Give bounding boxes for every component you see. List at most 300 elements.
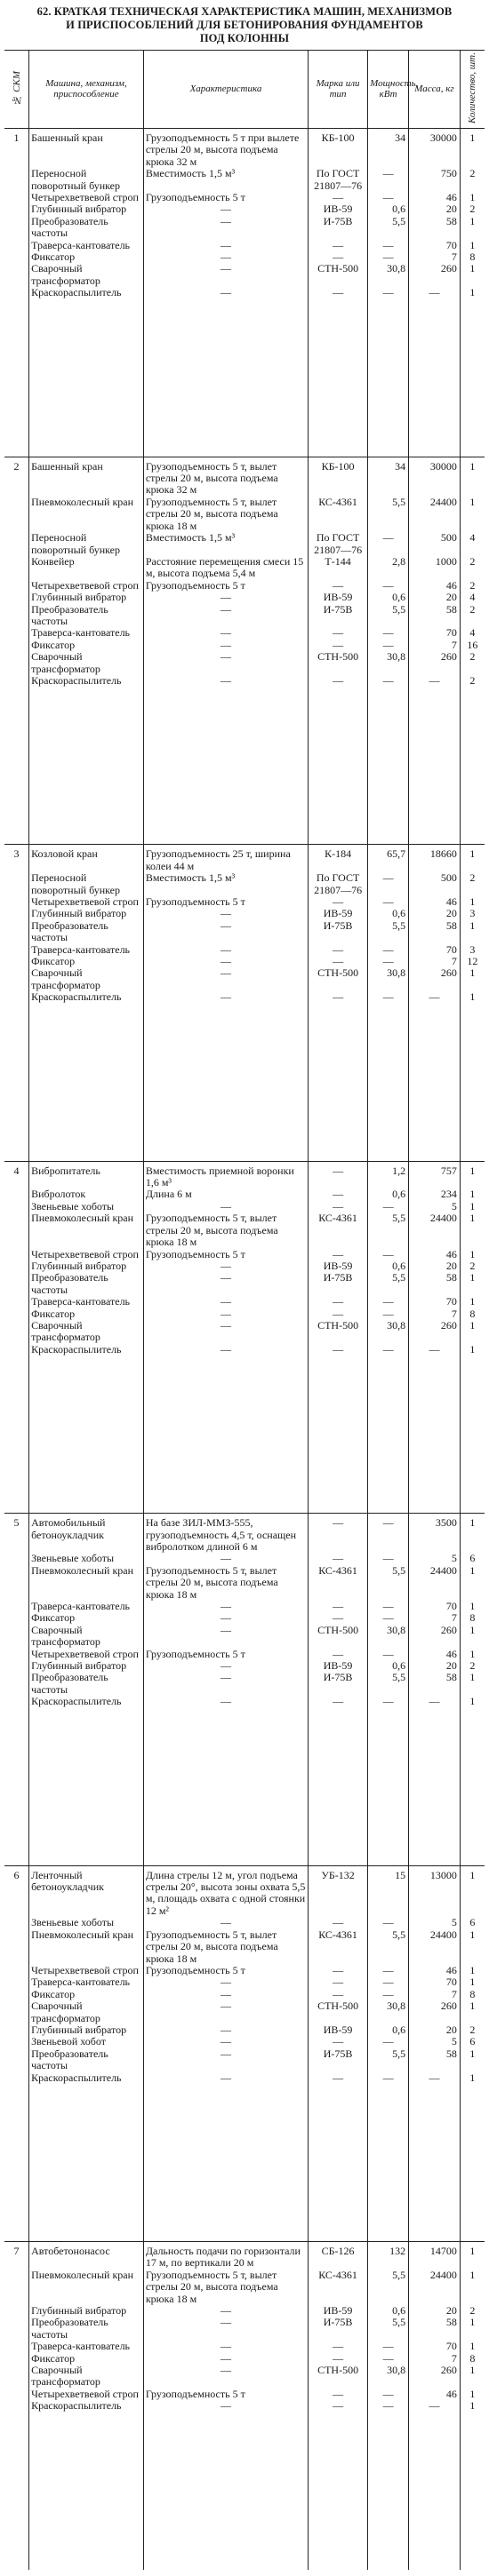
brand-cell: И-75В [309,920,368,944]
power-cell: 30,8 [368,1625,409,1649]
mass-cell: 500 [409,532,461,556]
mass-cell: — [409,991,461,1003]
scheme-number-cell [4,1260,29,1272]
brand-cell: ИВ-59 [309,2024,368,2036]
mass-cell: 7 [409,1612,461,1624]
scheme-number-cell [4,1308,29,1320]
characteristic-cell: Длина стрелы 12 м, угол подъема стрелы 20°, высота зоны охвата 5,5 м, площадь охвата с одной стоянки 12 м² [143,1865,308,1917]
power-cell: 30,8 [368,2000,409,2024]
mass-cell: 20 [409,2305,461,2317]
mass-cell: 24400 [409,1565,461,1601]
spacer-cell [368,1004,409,1162]
spacer-cell [460,1356,485,1514]
count-cell: 4 [460,627,485,639]
brand-cell: — [309,2389,368,2400]
machine-cell: Пневмоколесный кран [29,497,144,532]
count-cell: 8 [460,1612,485,1624]
table-row [4,896,485,908]
count-cell: 1 [460,2365,485,2389]
power-cell: 5,5 [368,216,409,240]
brand-cell: И-75В [309,2048,368,2072]
power-cell: — [368,2341,409,2352]
scheme-number-cell [4,592,29,603]
equipment-table [4,50,485,2570]
brand-cell: — [309,944,368,956]
scheme-number-cell [4,1320,29,1344]
characteristic-cell: — [143,991,308,1003]
count-cell: 1 [460,991,485,1003]
scheme-number-cell: 7 [4,2241,29,2269]
machine-cell: Фиксатор [29,1308,144,1320]
mass-cell: 14700 [409,2241,461,2269]
title-line: 62. КРАТКАЯ ТЕХНИЧЕСКАЯ ХАРАКТЕРИСТИКА МАШИН, МЕХАНИЗМОВ [36,5,453,18]
power-cell: 0,6 [368,1260,409,1272]
machine-cell: Четырехветвевой строп [29,2389,144,2400]
machine-cell: Краскораспылитель [29,2072,144,2084]
brand-cell: — [309,1976,368,1988]
mass-cell: — [409,2072,461,2084]
power-cell: — [368,640,409,651]
characteristic-cell: — [143,2000,308,2024]
power-cell: 34 [368,457,409,497]
machine-cell: Пневмоколесный кран [29,2270,144,2305]
brand-cell: — [309,1696,368,1707]
scheme-number-cell [4,532,29,556]
machine-cell: Траверса-кантователь [29,240,144,251]
machine-cell: Преобразователь частоты [29,216,144,240]
scheme-number-cell [4,944,29,956]
characteristic-cell: — [143,908,308,919]
count-cell: 1 [460,1865,485,1917]
machine-cell: Краскораспылитель [29,675,144,687]
power-cell: — [368,872,409,896]
table-row [4,128,485,168]
machine-cell: Краскораспылитель [29,287,144,298]
mass-cell: 46 [409,580,461,592]
machine-cell: Преобразователь частоты [29,604,144,628]
mass-cell: 7 [409,956,461,967]
power-cell: — [368,532,409,556]
power-cell: — [368,251,409,263]
table-row [4,1201,485,1212]
count-cell: 1 [460,2317,485,2341]
count-cell: 12 [460,956,485,967]
characteristic-cell: — [143,1976,308,1988]
count-cell: 2 [460,651,485,675]
table-row [4,2389,485,2400]
header-scheme: № СКМ [4,51,29,129]
table-row [4,1625,485,1649]
brand-cell: СТН-500 [309,1320,368,1344]
brand-cell: — [309,1601,368,1612]
scheme-number-cell [4,1296,29,1308]
mass-cell: 58 [409,1272,461,1296]
table-row [4,2353,485,2365]
power-cell: — [368,1514,409,1554]
scheme-number-cell [4,2400,29,2412]
mass-cell: 70 [409,944,461,956]
spacer-cell [409,299,461,457]
scheme-number-cell [4,2341,29,2352]
table-row [4,592,485,603]
count-cell: 1 [460,1344,485,1356]
spacer-cell [4,299,29,457]
spacer-cell [409,1708,461,1866]
mass-cell: 46 [409,2389,461,2400]
machine-cell: Четырехветвевой строп [29,1649,144,1660]
machine-cell: Переносной поворотный бункер [29,872,144,896]
table-row [4,956,485,967]
power-cell: 5,5 [368,1272,409,1296]
spacer-cell [309,1004,368,1162]
count-cell: 1 [460,2241,485,2269]
mass-cell: 7 [409,1989,461,2000]
table-row [4,556,485,580]
count-cell: 3 [460,908,485,919]
spacer-cell [29,687,144,845]
table-row [4,920,485,944]
table-row [4,2241,485,2269]
mass-cell: 70 [409,1976,461,1988]
mass-cell: 7 [409,640,461,651]
power-cell: — [368,627,409,639]
mass-cell: 30000 [409,128,461,168]
mass-cell: 18660 [409,845,461,872]
brand-cell: По ГОСТ 21807—76 [309,168,368,192]
machine-cell: Сварочный трансформатор [29,2000,144,2024]
mass-cell: 1000 [409,556,461,580]
brand-cell: — [309,956,368,967]
brand-cell: — [309,2036,368,2047]
brand-cell: КС-4361 [309,1929,368,1965]
header-characteristic: Характеристика [143,51,308,129]
scheme-number-cell [4,1189,29,1200]
characteristic-cell: — [143,1344,308,1356]
machine-cell: Сварочный трансформатор [29,2365,144,2389]
power-cell: 5,5 [368,1565,409,1601]
characteristic-cell: — [143,2072,308,2084]
machine-cell: Автомобильный бетоноукладчик [29,1514,144,1554]
brand-cell: СТН-500 [309,967,368,991]
characteristic-cell: — [143,675,308,687]
scheme-number-cell [4,1601,29,1612]
scheme-number-cell [4,2036,29,2047]
group-spacer [4,2084,485,2242]
power-cell: 5,5 [368,1672,409,1696]
spacer-cell [368,299,409,457]
spacer-cell [4,687,29,845]
table-row [4,2365,485,2389]
characteristic-cell: Грузоподъемность 5 т, вылет стрелы 20 м, высота подъема крюка 32 м [143,457,308,497]
brand-cell: И-75В [309,2317,368,2341]
power-cell: 5,5 [368,2317,409,2341]
machine-cell: Глубинный вибратор [29,2305,144,2317]
mass-cell: 5 [409,2036,461,2047]
spacer-cell [4,1708,29,1866]
count-cell: 1 [460,263,485,287]
machine-cell: Фиксатор [29,956,144,967]
count-cell: 2 [460,203,485,215]
spacer-cell [309,299,368,457]
table-row [4,1320,485,1344]
power-cell: — [368,956,409,967]
table-row [4,203,485,215]
machine-cell: Преобразователь частоты [29,2317,144,2341]
spacer-cell [409,2084,461,2242]
count-cell: 6 [460,1553,485,1564]
power-cell: — [368,1649,409,1660]
scheme-number-cell [4,651,29,675]
table-row [4,1296,485,1308]
machine-cell: Преобразователь частоты [29,1272,144,1296]
power-cell: 1,2 [368,1161,409,1189]
mass-cell: 30000 [409,457,461,497]
table-row [4,2341,485,2352]
machine-cell: Конвейер [29,556,144,580]
brand-cell: — [309,1249,368,1260]
table-row [4,991,485,1003]
group-spacer [4,687,485,845]
power-cell: — [368,1553,409,1564]
characteristic-cell: — [143,203,308,215]
brand-cell: — [309,896,368,908]
scheme-number-cell [4,1553,29,1564]
machine-cell: Сварочный трансформатор [29,1625,144,1649]
machine-cell: Краскораспылитель [29,991,144,1003]
count-cell: 1 [460,497,485,532]
power-cell: — [368,1249,409,1260]
brand-cell: И-75В [309,604,368,628]
brand-cell: СТН-500 [309,1625,368,1649]
machine-cell: Глубинный вибратор [29,203,144,215]
brand-cell: ИВ-59 [309,908,368,919]
brand-cell: — [309,192,368,203]
count-cell: 4 [460,532,485,556]
brand-cell: СТН-500 [309,2000,368,2024]
table-row [4,1272,485,1296]
machine-cell: Переносной поворотный бункер [29,168,144,192]
mass-cell: 500 [409,872,461,896]
characteristic-cell: Вместимость приемной воронки 1,6 м³ [143,1161,308,1189]
power-cell: — [368,1965,409,1976]
scheme-number-cell [4,1929,29,1965]
scheme-number-cell [4,640,29,651]
characteristic-cell: — [143,2024,308,2036]
characteristic-cell: — [143,592,308,603]
characteristic-cell: Грузоподъемность 5 т [143,896,308,908]
count-cell: 1 [460,287,485,298]
characteristic-cell: На базе ЗИЛ-ММЗ-555, грузоподъемность 4,5 т, оснащен вибролотком длиной 6 м [143,1514,308,1554]
characteristic-cell: — [143,2036,308,2047]
count-cell: 8 [460,2353,485,2365]
count-cell: 8 [460,1308,485,1320]
count-cell: 1 [460,1212,485,1248]
brand-cell: КБ-100 [309,457,368,497]
mass-cell: 46 [409,192,461,203]
table-row [4,1696,485,1707]
count-cell: 1 [460,192,485,203]
count-cell: 1 [460,1320,485,1344]
characteristic-cell: — [143,2341,308,2352]
machine-cell: Фиксатор [29,1612,144,1624]
machine-cell: Звеньевой хобот [29,2036,144,2047]
machine-cell: Глубинный вибратор [29,908,144,919]
characteristic-cell: — [143,251,308,263]
characteristic-cell: Расстояние перемещения смеси 15 м, высота подъема 5,4 м [143,556,308,580]
brand-cell: СБ-126 [309,2241,368,2269]
table-row [4,1308,485,1320]
machine-cell: Пневмоколесный кран [29,1565,144,1601]
power-cell: — [368,2353,409,2365]
scheme-number-cell [4,1249,29,1260]
power-cell: 0,6 [368,592,409,603]
count-cell: 1 [460,967,485,991]
table-row [4,168,485,192]
scheme-number-cell [4,1989,29,2000]
mass-cell: 70 [409,1296,461,1308]
spacer-cell [409,1356,461,1514]
mass-cell: 234 [409,1189,461,1200]
machine-cell: Сварочный трансформатор [29,967,144,991]
count-cell: 4 [460,592,485,603]
spacer-cell [29,2413,144,2570]
power-cell: — [368,2036,409,2047]
table-row [4,2270,485,2305]
scheme-number-cell [4,263,29,287]
table-row [4,675,485,687]
brand-cell: СТН-500 [309,2365,368,2389]
scheme-number-cell [4,1201,29,1212]
machine-cell: Траверса-кантователь [29,1601,144,1612]
count-cell: 1 [460,457,485,497]
count-cell: 1 [460,1965,485,1976]
characteristic-cell: Длина 6 м [143,1189,308,1200]
table-row [4,2400,485,2412]
spacer-cell [4,2084,29,2242]
spacer-cell [4,1004,29,1162]
table-row [4,967,485,991]
spacer-cell [29,2084,144,2242]
count-cell: 1 [460,1514,485,1554]
scheme-number-cell [4,2353,29,2365]
brand-cell: СТН-500 [309,263,368,287]
scheme-number-cell [4,1212,29,1248]
header-power: Мощность, кВт [368,51,409,129]
power-cell: — [368,1989,409,2000]
characteristic-cell: — [143,1917,308,1928]
count-cell: 1 [460,1696,485,1707]
brand-cell: — [309,1965,368,1976]
mass-cell: 24400 [409,2270,461,2305]
count-cell: 1 [460,128,485,168]
machine-cell: Пневмоколесный кран [29,1212,144,1248]
mass-cell: — [409,2400,461,2412]
scheme-number-cell [4,1272,29,1296]
scheme-number-cell [4,251,29,263]
table-row [4,580,485,592]
scheme-number-cell [4,2072,29,2084]
mass-cell: 7 [409,1308,461,1320]
table-row [4,2000,485,2024]
machine-cell: Глубинный вибратор [29,1660,144,1672]
brand-cell: КС-4361 [309,1212,368,1248]
mass-cell: 260 [409,1625,461,1649]
machine-cell: Звеньевые хоботы [29,1201,144,1212]
mass-cell: 260 [409,967,461,991]
table-row [4,640,485,651]
characteristic-cell: — [143,1308,308,1320]
brand-cell: — [309,1612,368,1624]
brand-cell: — [309,1201,368,1212]
count-cell: 6 [460,1917,485,1928]
table-row [4,651,485,675]
mass-cell: 7 [409,2353,461,2365]
machine-cell: Сварочный трансформатор [29,651,144,675]
scheme-number-cell: 5 [4,1514,29,1554]
power-cell: 2,8 [368,556,409,580]
table-header [4,51,485,129]
count-cell: 1 [460,1565,485,1601]
group-spacer [4,299,485,457]
machine-cell: Глубинный вибратор [29,592,144,603]
mass-cell: 58 [409,2317,461,2341]
brand-cell: КС-4361 [309,497,368,532]
mass-cell: 3500 [409,1514,461,1554]
spacer-cell [409,687,461,845]
table-row [4,1612,485,1624]
table-row [4,1917,485,1928]
spacer-cell [460,1004,485,1162]
table-row [4,1553,485,1564]
scheme-number-cell [4,2389,29,2400]
scheme-number-cell: 1 [4,128,29,168]
characteristic-cell: — [143,240,308,251]
table-row [4,1865,485,1917]
characteristic-cell: — [143,1260,308,1272]
brand-cell: СТН-500 [309,651,368,675]
group-spacer [4,1356,485,1514]
count-cell: 1 [460,216,485,240]
characteristic-cell: Грузоподъемность 5 т, вылет стрелы 20 м, высота подъема крюка 18 м [143,1929,308,1965]
spacer-cell [460,299,485,457]
brand-cell: — [309,1553,368,1564]
power-cell: — [368,1296,409,1308]
characteristic-cell: — [143,2353,308,2365]
brand-cell: КС-4361 [309,1565,368,1601]
mass-cell: 46 [409,1965,461,1976]
table-row [4,604,485,628]
characteristic-cell: — [143,944,308,956]
scheme-number-cell [4,216,29,240]
characteristic-cell: — [143,1660,308,1672]
spacer-cell [143,2413,308,2570]
brand-cell: К-184 [309,845,368,872]
mass-cell: 46 [409,1249,461,1260]
mass-cell: 20 [409,1260,461,1272]
mass-cell: 70 [409,240,461,251]
header-brand: Марка или тип [309,51,368,129]
mass-cell: 58 [409,1672,461,1696]
characteristic-cell: — [143,640,308,651]
power-cell: — [368,1308,409,1320]
scheme-number-cell [4,604,29,628]
machine-cell: Траверса-кантователь [29,627,144,639]
count-cell: 2 [460,2024,485,2036]
count-cell: 1 [460,1672,485,1696]
brand-cell: — [309,1989,368,2000]
scheme-number-cell [4,2305,29,2317]
characteristic-cell: — [143,2317,308,2341]
